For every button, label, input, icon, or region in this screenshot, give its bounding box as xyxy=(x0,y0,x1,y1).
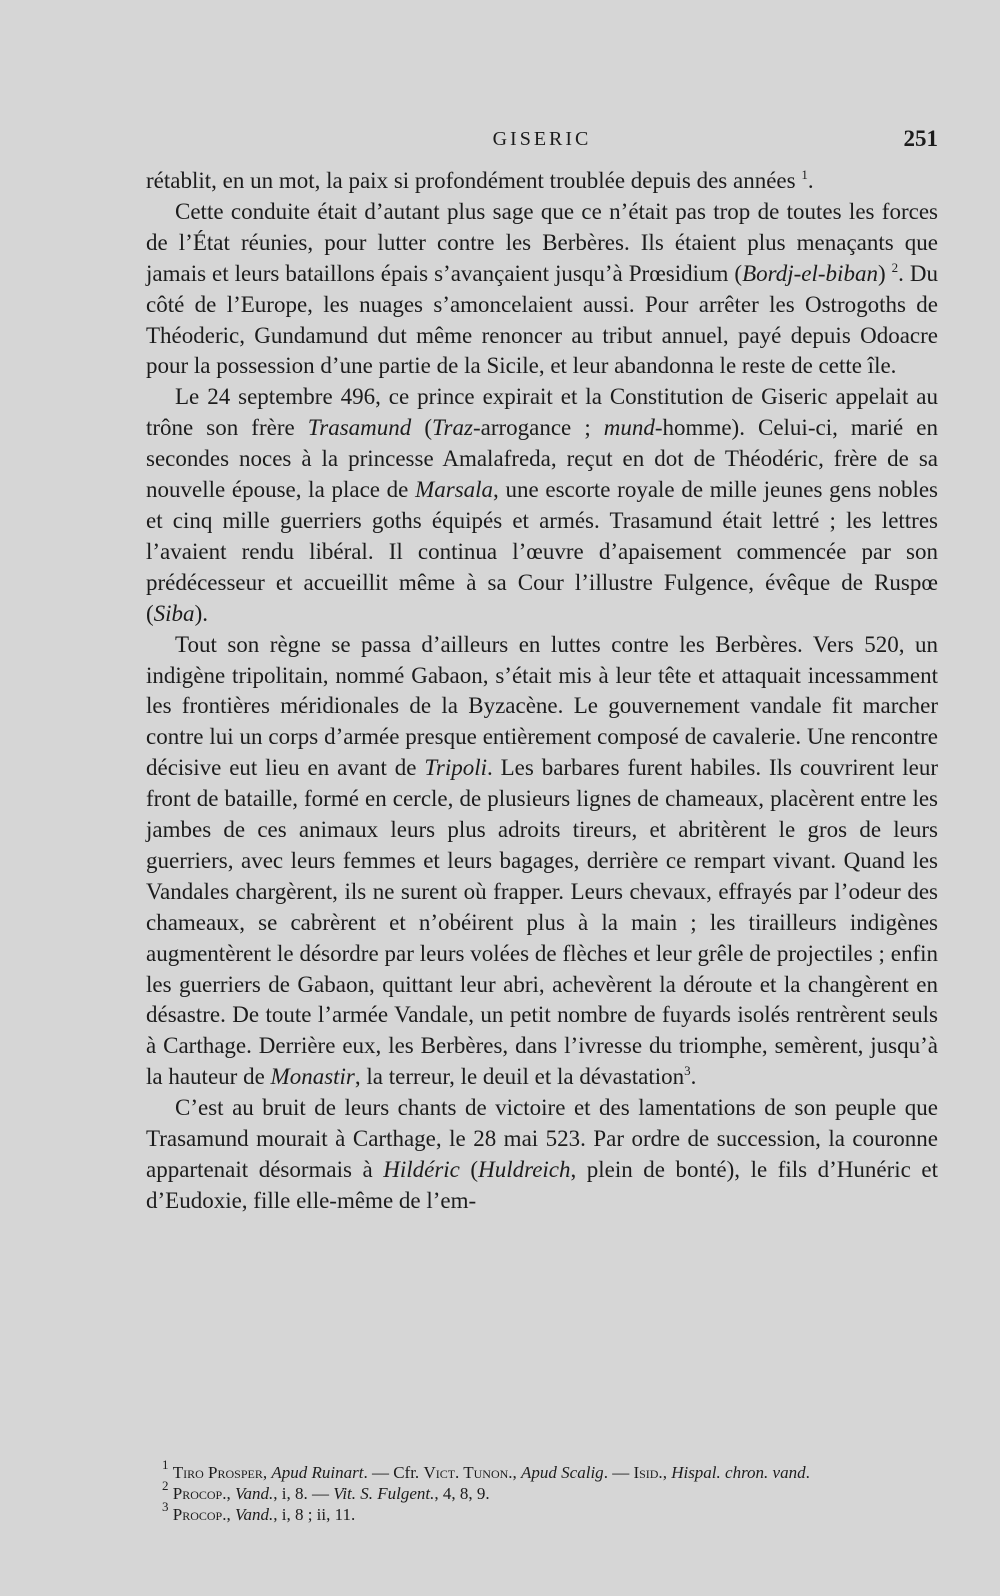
text-run: , xyxy=(262,1463,272,1482)
text-run: , 4, 8, 9. xyxy=(434,1484,490,1503)
text-run: . Les barbares furent habiles. Ils couvrirent leur front de bataille, formé en cercle, de plusieurs lignes de chameaux, placèrent entre les jambes de ces animaux leurs plus adroits tireurs, et abritèrent le gros de leurs guerriers, avec leurs femmes et leurs bagages, derrière ce rempart vivant. Quand les Vandales chargèrent, ils ne surent où frapper. Leurs chevaux, effrayés par l’odeur des chameaux, se cabrèrent et n’obéirent plus à la main ; les tirailleurs indigènes augmentèrent le désordre par leurs volées de flèches et leur grêle de projectiles ; enfin les guerriers de Gabaon, quittant leur abri, achevèrent la déroute et la changèrent en désastre. De toute l’armée Vandale, un petit nombre de fuyards isolés rentrèrent seuls à Carthage. Derrière eux, les Berbères, dans l’ivresse du triomphe, semèrent, jusqu’à la hauteur de xyxy=(146,755,938,1090)
paragraph-1 xyxy=(146,166,938,197)
paragraph-4 xyxy=(146,630,938,1094)
text-run: rétablit, en un mot, la paix si profondément troublée depuis des années xyxy=(146,168,802,193)
text-run: , xyxy=(226,1484,235,1503)
italic-run: Apud Ruinart xyxy=(271,1463,364,1482)
text-run: ). xyxy=(194,600,208,626)
text-run: Tout son règne se passa d’ailleurs en luttes contre les Berbères. Vers 520, un indigène tripolitain, nommé Gabaon, s’était mis à leur tête et attaquait incessamment les frontières méridionales de la Byzacène. Le gouvernement vandale fit marcher contre lui un corps d’armée presque entièrement composé de cavalerie. Une rencontre décisive eut lieu en avant de xyxy=(146,631,938,781)
footnote-3 xyxy=(146,1499,938,1525)
author-name: Procop. xyxy=(172,1505,227,1524)
text-run: . xyxy=(805,1463,810,1482)
footnote-ref-1: 1 xyxy=(801,167,808,182)
text-run: , xyxy=(662,1463,672,1482)
footnote-number: 2 xyxy=(162,1478,169,1493)
text-run: , xyxy=(512,1463,522,1482)
italic-run: Apud Scalig xyxy=(521,1463,604,1482)
author-name: Tiro Prosper xyxy=(172,1463,263,1482)
text-run: , xyxy=(226,1505,235,1524)
italic-run: Vand. xyxy=(234,1505,274,1524)
text-run: , la terreur, le deuil et la dévastation xyxy=(354,1064,685,1090)
paragraph-5 xyxy=(146,1093,938,1217)
italic-run: Traz xyxy=(432,415,473,441)
paragraph-3 xyxy=(146,382,938,629)
text-run: . Du côté de l’Europe, les nuages s’amoncelaient aussi. Pour arrêter les Ostrogoths de Théoderic, Gundamund dut même renoncer au tribut annuel, payé depuis Odoacre pour la possession d’une partie de la Sicile, et leur abandonna le reste de cette île. xyxy=(146,260,938,379)
italic-run: Tripoli xyxy=(424,755,488,781)
text-run: -homme). Celui-ci, marié en secondes noces à la princesse Amalafreda, reçut en dot de Théodéric, frère de sa nouvelle épouse, la place de xyxy=(146,415,938,503)
paragraph-2 xyxy=(146,197,938,382)
text-run: . xyxy=(690,1064,697,1090)
text-run: Cette conduite était d’autant plus sage que ce n’était pas trop de toutes les forces de l’État réunies, pour lutter contre les Berbères. Ils étaient plus menaçants que jamais et leurs bataillons épais s’avançaient jusqu’à Prœsidium ( xyxy=(146,198,938,286)
footnote-1 xyxy=(146,1457,938,1483)
italic-run: Bordj-el-biban xyxy=(742,260,878,286)
footnotes xyxy=(146,1457,938,1525)
italic-run: Vit. S. Fulgent. xyxy=(333,1484,435,1503)
italic-run: Vand. xyxy=(234,1484,274,1503)
text-run: , plein de bonté), le fils d’Hunéric et d’Eudoxie, fille elle-même de l’em- xyxy=(146,1157,938,1213)
text-run: . xyxy=(807,168,814,193)
italic-run: Trasamund xyxy=(307,415,412,441)
running-header xyxy=(146,124,938,156)
text-run: Le 24 septembre 496, ce prince expirait et la Constitution de Giseric appelait au trône son frère xyxy=(146,384,938,441)
page-number: 251 xyxy=(903,126,938,151)
text-run: . — Cfr. xyxy=(363,1463,424,1482)
text-run: -arrogance ; xyxy=(472,415,604,441)
italic-run: Marsala xyxy=(415,477,494,503)
body-text xyxy=(146,166,938,1217)
italic-run: Huldreich xyxy=(478,1157,571,1182)
text-run: , une escorte royale de mille jeunes gens nobles et cinq mille guerriers goths équipés et armés. Trasamund était lettré ; les lettres l’avaient rendu libéral. Il continua l’œuvre d’apaisement commencée par son prédécesseur et accueillit même à sa Cour l’illustre Fulgence, évêque de Ruspœ ( xyxy=(146,477,939,626)
italic-run: Hispal. chron. vand xyxy=(671,1463,806,1482)
footnote-2 xyxy=(146,1478,938,1504)
text-run: , i, 8 ; ii, 11. xyxy=(273,1505,356,1524)
text-run: . — xyxy=(603,1463,634,1482)
text-run: ( xyxy=(411,415,433,441)
author-name: Vict. Tunon. xyxy=(423,1463,513,1482)
footnote-number: 3 xyxy=(162,1499,169,1514)
italic-run: Siba xyxy=(153,600,195,626)
text-run: ) xyxy=(877,260,892,286)
text-run: C’est au bruit de leurs chants de victoire et des lamentations de son peuple que Trasamund mourait à Carthage, le 28 mai 523. Par ordre de succession, la couronne appartenait désormais à xyxy=(146,1095,938,1182)
text-run: , i, 8. — xyxy=(273,1484,334,1503)
author-name: Procop. xyxy=(172,1484,227,1503)
footnote-ref-3: 3 xyxy=(684,1063,691,1079)
italic-run: Monastir xyxy=(270,1064,355,1090)
running-title: GISERIC xyxy=(492,128,592,150)
italic-run: Hildéric xyxy=(383,1157,460,1182)
footnote-ref-2: 2 xyxy=(891,259,899,275)
footnote-number: 1 xyxy=(162,1457,169,1472)
author-name: Isid. xyxy=(633,1463,663,1482)
italic-run: mund xyxy=(603,415,655,441)
text-run: ( xyxy=(459,1157,479,1182)
